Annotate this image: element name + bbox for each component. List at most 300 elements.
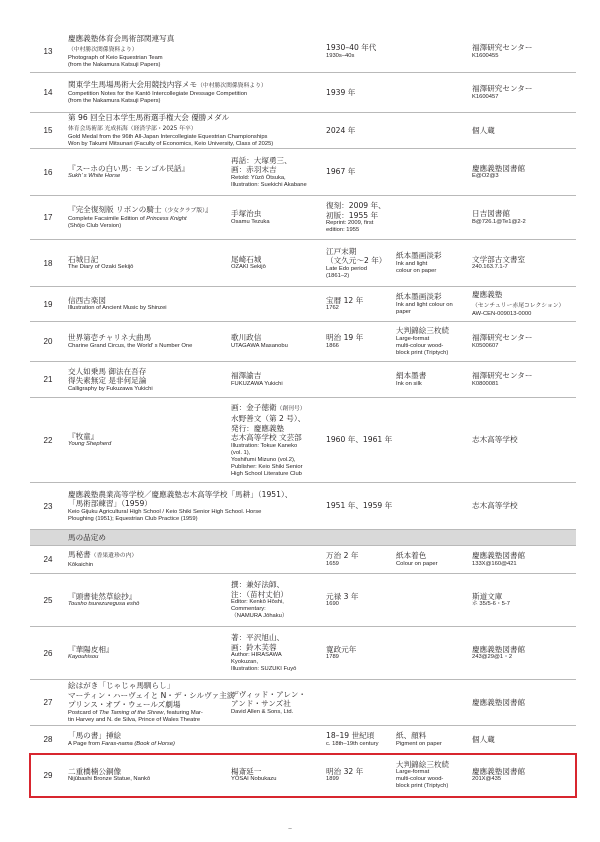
item-title-jp-text: （中村勝次関係資料より） [197,82,267,89]
item-author-jp-line [231,590,323,600]
item-medium [393,196,468,239]
item-date [323,31,393,72]
item-number-text: 20 [43,337,53,346]
catalog-row [30,322,576,362]
item-number-text: 13 [43,47,53,56]
item-title-jp-line [68,767,228,777]
item-title [66,149,228,195]
item-medium [393,149,468,195]
section-title: 馬の品定め [68,532,106,542]
item-author [228,322,323,361]
item-author [228,680,323,725]
item-medium-en-line [396,769,468,776]
item-collection-jp-line [472,333,576,343]
item-date [323,362,393,397]
item-date-en-line [326,273,393,280]
item-author [228,149,323,195]
item-author-en-line [231,652,323,659]
item-title [66,726,228,753]
item-date-en-line [326,53,393,60]
item-medium-jp-line [396,251,468,261]
item-number [30,754,66,796]
item-medium-jp-line [396,760,468,770]
item-medium [393,322,468,361]
item-collection-jp-line [472,164,576,174]
item-title-en-text: Princess Knight [146,216,187,223]
item-collection-en-line [472,219,576,226]
catalog-row [30,627,576,680]
item-number-text: 17 [43,213,53,222]
item-title-jp-line [68,44,228,56]
item-date-jp-text: 万治 2 年 [326,551,359,561]
item-medium [393,73,468,112]
item-title [66,680,235,725]
item-number-text: 19 [43,299,53,309]
item-title-jp-text: 第 96 回全日本学生馬術選手権大会 優勝メダル [68,113,230,122]
item-title [66,240,228,286]
item-date-jp-line [326,167,393,177]
item-medium-en-line [396,741,468,748]
item-title-jp-text: 世界第壱チャリネ大曲馬 [68,333,152,343]
item-date-jp-line [326,296,393,306]
item-author-en-line [231,457,323,464]
item-number [30,196,66,239]
item-date-jp-text: 18–19 世紀頃 [326,731,375,741]
item-medium-jp-line [396,551,468,561]
item-collection-jp-text: 斯道文庫 [472,591,503,601]
item-title [66,287,228,321]
item-author-jp-text: 注：（苗村丈伯） [231,589,288,599]
item-title-jp-text: 馬秘書 [68,550,91,560]
item-title-en-line [68,91,248,98]
item-collection-jp-line [472,371,576,381]
item-author-en-line [231,659,323,666]
item-date-en-line [326,266,393,273]
item-title [66,73,267,112]
item-number [30,362,66,397]
item-title-en-text: Illustration of Ancient Music by Shinzei [68,305,167,312]
item-title-jp-line [68,700,228,710]
item-medium-en-line [396,268,468,275]
item-title-jp-line [68,690,235,701]
item-collection-en-text: B@726.1@Te1@2-2 [472,218,526,225]
item-medium-jp-line [396,731,468,741]
item-title [66,31,228,72]
item-author-jp-line [231,255,323,265]
item-number [30,483,66,529]
catalog-row [30,680,576,726]
item-author [228,754,323,796]
item-author [228,240,323,286]
item-date-jp-text: 江戸末期 [326,246,357,256]
item-medium-jp-text: 紙本墨画淡彩 [396,251,442,261]
item-title-en-text: Charine Grand Circus, the World’ s Number One [68,342,193,349]
item-title-jp-text: 『華陽皮相』 [68,644,114,654]
item-author-en-text: （NAMURA Jōhaku） [231,613,288,619]
item-title-en-text: The Diary of Ozaki Sekijō [68,264,134,271]
item-title-en-text: Won by Takumi Mitsunari (Faculty of Economics, Keio University, Class of 2025) [68,141,274,147]
item-medium-en-text: multi-colour wood- [396,342,444,349]
item-title-jp-line [68,489,293,500]
item-title-en-line [68,441,228,448]
item-collection-en-line [472,381,576,388]
item-collection-jp-text: 福澤研究センター [472,84,533,94]
item-collection [468,322,576,361]
item-medium-en-text: block print (Triptych) [396,349,449,356]
item-author-jp-line [231,333,323,343]
item-collection-en-text: E@O2@3 [472,173,499,180]
highlighted-row [30,754,576,797]
item-collection [468,240,576,286]
item-medium [393,754,468,796]
item-title-en-text: Tousho tsurezuregusa eshō [68,601,140,608]
item-collection-en-line [472,53,576,60]
item-number [30,287,66,321]
item-title-en-line [68,776,228,783]
item-medium-en-line [396,261,468,268]
item-title-jp-line [68,79,267,92]
item-author-en-line [231,709,323,716]
item-title-jp-text: 石城日記 [68,254,99,264]
item-date-en-line [326,741,393,748]
item-author-en-text: Yoshifumi Mizuno (vol.2), [231,456,296,463]
item-title-jp-text: 』 [205,204,213,214]
item-collection-jp-text: 日吉図書館 [472,209,510,219]
item-author [228,73,323,112]
item-title-jp-text: プリンス・オブ・ウェールズ劇場 [68,700,181,710]
item-medium [393,680,468,725]
item-collection-en-line [472,776,576,783]
item-collection [468,627,576,679]
item-title-jp-text: 「馬術部練習」（1959） [68,499,152,508]
item-title-en-text: Young Shepherd [68,441,112,448]
item-collection-en-text: K0500607 [472,342,499,349]
item-author [228,574,323,626]
item-title-jp-text: （中村勝次関係資料より） [68,46,138,53]
item-collection-jp-text: 志木高等学校 [472,501,518,511]
item-author-jp-text: 画：金子徳衛 [231,402,277,412]
item-date-jp-line [326,592,393,602]
catalog-table [30,31,576,797]
item-date [323,149,393,195]
item-date-jp-line [326,551,393,561]
item-number-text: 16 [43,167,53,177]
item-author [228,726,323,753]
item-title-en-text: Sukh’ s White Horse [68,173,121,180]
item-collection [468,574,576,626]
item-date [323,483,393,529]
item-collection-en-line [472,173,576,180]
item-date-en-text: Reprint: 2009, first [326,220,374,226]
item-date-jp-text: 1960 年、1961 年 [326,435,393,445]
item-author-en-text: David Allen & Sons, Ltd. [231,708,294,715]
item-author [228,362,323,397]
item-title-jp-line [68,550,228,562]
item-collection-en-line [472,311,576,318]
item-date-en-text: 1899 [326,776,339,783]
item-collection-en-line [472,601,576,608]
item-author-jp-text: 撰：兼好法師、 [231,580,285,589]
item-author [228,546,323,573]
item-author-jp-line [231,165,323,175]
item-date-en-text: 1659 [326,560,339,567]
item-collection [468,483,576,529]
item-date-en-text: c. 18th–19th century [326,740,379,747]
item-number [30,726,66,753]
item-medium-en-text: multi-colour wood- [396,776,444,783]
item-date-jp-text: 復刻：2009 年、 [326,201,386,210]
item-collection-en-line [472,343,576,350]
catalog-row [30,546,576,574]
item-collection-en-text: ホ 35/5-6・5-7 [472,601,511,608]
item-medium-jp-text: 絹本墨書 [396,371,427,381]
item-date-en-text: edition: 1955 [326,227,360,233]
item-author-jp-line [231,371,323,381]
item-date [323,287,393,321]
item-title-jp-line [68,367,228,377]
item-date-jp-line [326,211,393,221]
item-date-en-text: Late Edo period [326,265,367,272]
item-date-jp-text: 寛政元年 [326,644,357,654]
item-collection-jp-line [472,300,576,312]
item-medium [393,240,468,286]
item-author-jp-text: 再話：大塚勇三、 [231,155,292,165]
item-author-jp-text: 歌川政信 [231,333,262,343]
item-number [30,546,66,573]
item-author-jp-line [231,699,323,709]
item-medium-en-line [396,561,468,568]
item-collection [468,726,576,753]
item-date-jp-text: 1930–40 年代 [326,43,377,53]
item-collection-jp-text: 福澤研究センター [472,333,533,343]
item-collection-jp-line [472,209,576,219]
item-title-jp-text: 二重橋楠公銅像 [68,766,122,776]
item-medium [393,398,468,482]
item-title-en-line [68,55,228,62]
item-medium [393,627,468,679]
item-medium [393,726,468,753]
item-collection-jp-text: 慶應義塾図書館 [472,766,526,776]
item-date-en-line [326,227,393,234]
item-number [30,149,66,195]
item-date-en-text: 1762 [326,305,339,312]
item-author-jp-text: 画：赤羽末吉 [231,165,277,174]
item-author-en-line [231,599,323,606]
item-author-en-text: UTAGAWA Masanobu [231,342,288,349]
item-number-text: 24 [43,555,53,564]
item-medium-en-text: colour on paper [396,267,437,274]
item-medium-en-text: paper [396,308,411,315]
item-date-jp-line [326,767,393,777]
item-collection-jp-line [472,698,576,708]
item-author-en-text: Editor: Kenkō Hōshi, [231,599,284,605]
item-medium-en-text: Ink and light [396,260,428,267]
item-author-en-text: FUKUZAWA Yukichi [231,380,283,387]
item-number-text: 28 [43,735,53,744]
item-number [30,113,66,148]
item-author-en-line [231,443,323,450]
item-author-en-text: OZAKI Sekijō [231,264,266,271]
item-medium-en-text: Pigment on paper [396,740,442,747]
item-date-jp-line [326,645,393,655]
item-number-text: 23 [43,501,53,511]
item-collection-en-text: K0800081 [472,380,499,387]
item-collection [468,113,576,148]
item-date [323,726,393,753]
catalog-row [30,113,576,149]
item-collection-jp-line [472,84,576,94]
item-title [66,546,228,573]
item-author-jp-line [231,643,323,653]
item-author-en-line [231,182,323,189]
item-title-jp-line [68,113,228,123]
item-title-en-line [68,710,228,717]
item-title-en-line [68,305,228,312]
item-title-en-line [68,508,262,516]
item-date-jp-line [326,501,393,511]
item-title-jp-line [68,592,228,602]
item-collection-en-text: AW-CEN-009013-0000 [472,311,532,317]
item-author-en-text: High School Literature Club [231,470,302,477]
item-title-en-line [68,562,228,569]
item-title-en-line [68,741,228,748]
catalog-row [30,574,576,627]
item-author-en-line [231,464,323,471]
item-date-jp-text: 1951 年、1959 年 [326,501,393,511]
item-number-text: 25 [43,595,53,605]
item-number [30,322,66,361]
item-collection [468,149,576,195]
item-title-jp-line [68,296,228,306]
item-author-jp-text: 著：平沢旭山、 [231,633,285,642]
item-title-en-text: Postcard of [68,709,99,716]
page-number [280,826,300,832]
item-medium-en-line [396,783,468,790]
item-title-en-text: Keio Gijuku Agricultural High School / Keio Shiki Senior High School. Horse [68,508,262,515]
item-date-en-line [326,305,393,312]
item-date-jp-line [326,256,393,266]
item-collection-jp-line [472,645,576,655]
item-author-en-line [231,666,323,673]
item-author-jp-text: （創刊号） [276,405,306,412]
item-collection-jp-text: 慶應義塾図書館 [472,644,526,654]
item-title-en-line [68,134,268,141]
item-date-jp-text: 宝暦 12 年 [326,295,364,305]
item-title [66,398,228,482]
item-author-jp-text: 尾崎石城 [231,254,262,264]
item-title-en-line [68,386,228,393]
item-author-en-text: Illustration: Tokue Kaneko [231,442,298,449]
item-title-jp-line [68,376,228,386]
item-author [228,627,323,679]
item-collection [468,73,576,112]
item-author-en-line [231,219,323,226]
item-date-en-line [326,776,393,783]
item-medium-jp-text: 大判錦絵三枚続 [396,326,450,336]
item-title-en-text: Complete Facsimile Edition of [68,216,147,223]
item-collection-jp-text: 福澤研究センター [472,43,533,53]
item-medium [393,483,468,529]
item-title-en-line [68,216,228,223]
item-date [323,546,393,573]
item-collection [468,287,576,321]
item-title-en-line [68,98,228,105]
item-collection-en-line [472,561,576,568]
item-number [30,680,66,725]
item-medium-en-text: Colour on paper [396,560,438,567]
item-title-en-text: Calligraphy by Fukuzawa Yukichi [68,385,153,392]
item-date-en-line [326,561,393,568]
item-author-jp-line [231,156,323,166]
item-title-jp-line [68,731,228,741]
item-author-jp-text: 発行：慶應義塾 [231,423,285,433]
item-title-en-text: Photograph of Keio Equestrian Team [68,55,163,61]
item-collection-jp-text: 慶應義塾図書館 [472,697,526,707]
item-author-jp-text: 福澤諭吉 [231,371,262,381]
item-title-jp-text: 交人如乗馬 御法在吾存 [68,366,147,376]
item-title-jp-text: 『スーホの白い馬：モンゴル民話』 [68,163,190,173]
item-date-jp-text: 1939 年 [326,87,356,97]
catalog-row [30,73,576,113]
item-author-jp-line [231,424,323,434]
item-medium-en-text: block print (Triptych) [396,783,449,790]
item-number-text: 22 [43,435,53,445]
item-collection-jp-text: 慶應義塾 [472,290,503,299]
item-author-en-text: Kyokuzan, [231,659,259,665]
item-date-en-text: (1861–2) [326,272,350,279]
item-title-jp-text: 信西古楽図 [68,295,106,305]
item-author-jp-line [231,414,323,424]
item-collection-en-text: 133X@160@421 [472,560,517,567]
item-number-text: 26 [43,648,53,658]
item-author-jp-line [231,433,323,443]
item-title-en-line [68,516,228,523]
item-medium [393,113,468,148]
item-medium-jp-line [396,292,468,302]
item-author-jp-text: アンド・サンズ社 [231,699,291,708]
item-date-jp-text: （文久元～2 年） [326,256,387,265]
item-author-en-text: Osamu Tezuka [231,218,270,225]
item-author [228,31,323,72]
item-title-jp-line [68,255,228,265]
item-date-jp-text: 1967 年 [326,167,356,177]
item-date-en-text: 1789 [326,654,339,661]
item-date-en-text: 1866 [326,342,339,349]
item-collection-jp-line [472,126,576,136]
item-author-jp-text: 手塚治虫 [231,209,262,219]
item-collection-en-line [472,264,576,271]
item-medium [393,546,468,573]
item-date [323,754,393,796]
item-number [30,574,66,626]
item-title-jp-text: 慶應義塾体育会馬術部関連写真 [68,34,175,43]
item-title-en-text: , featuring Mar- [163,709,203,716]
item-author-jp-text: 画：鈴木芙蓉 [231,642,277,652]
item-medium [393,574,468,626]
item-author-en-text: Author: HIRASAWA [231,652,282,658]
item-title-en-line [68,173,228,180]
item-title-jp-text: （少女クラブ版） [161,207,206,214]
item-date-jp-line [326,333,393,343]
item-title-jp-text: 得失素無定 是非何足論 [68,376,147,385]
catalog-row [30,149,576,196]
item-author-jp-line [231,580,323,590]
item-date [323,322,393,361]
item-medium-en-line [396,336,468,343]
item-collection-jp-line [472,735,576,745]
item-number [30,627,66,679]
item-author-jp-line [231,633,323,643]
